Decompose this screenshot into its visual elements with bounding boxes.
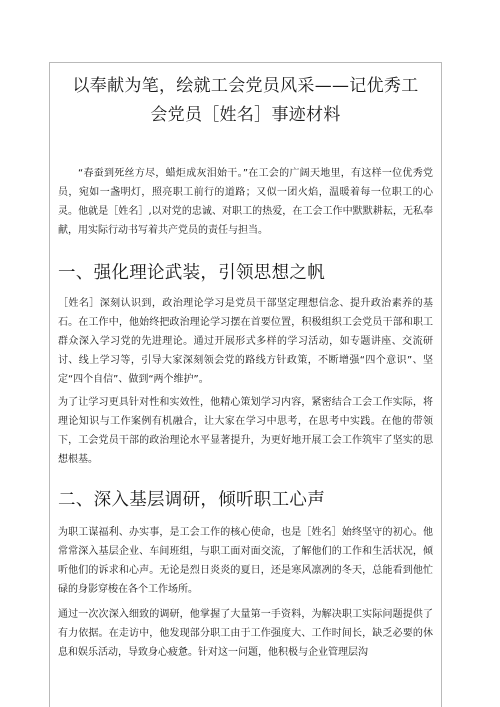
title-line-2: 会党员［姓名］事迹材料 (150, 105, 341, 125)
document-page (49, 62, 442, 707)
section-1-paragraph-2: 为了让学习更具针对性和实效性，他精心策划学习内容，紧密结合工会工作实际，将理论知识与工作案例有机融合，让大家在学习中思考，在思考中实践。在他的带领下，工会党员干部的政治理论水平显著提升，为更好地开展工会工作筑牢了坚实的思想根基。 (58, 397, 433, 465)
section-1-paragraph-1: ［姓名］深刻认识到，政治理论学习是党员干部坚定理想信念、提升政治素养的基石。在工作中，他始终把政治理论学习摆在首要位置，积极组织工会党员干部和职工群众深入学习党的先进理论。通过开展形式多样的学习活动，如专题讲座、交流研讨、线上学习等，引导大家深刻领会党的路线方针政策，不断增强“四个意识”、坚定“四个自信”、做到“两个维护”。 (58, 298, 433, 385)
section-2-paragraph-2: 通过一次次深入细致的调研，他掌握了大量第一手资料，为解决职工实际问题提供了有力依据。在走访中，他发现部分职工由于工作强度大、工作时间长，缺乏必要的休息和娱乐活动，导致身心疲惫。针对这一问题，他积极与企业管理层沟 (58, 609, 433, 658)
section-heading-1: 一、强化理论武装，引领思想之帆 (58, 263, 325, 283)
document-title (58, 63, 433, 130)
title-line-1: 以奉献为笔，绘就工会党员风采——记优秀工 (72, 76, 419, 96)
section-heading-2: 二、深入基层调研，倾听职工心声 (58, 490, 325, 510)
document-body (58, 63, 433, 662)
intro-paragraph: “春蚕到死丝方尽，蜡炬成灰泪始干。”在工会的广阔天地里，有这样一位优秀党员，宛如一盏明灯，照亮职工前行的道路；又似一团火焰，温暖着每一位职工的心灵。他就是［姓名］,以对党的忠诚、对职工的热爱，在工会工作中默默耕耘，无私奉献，用实际行动书写着共产党员的责任与担当。 (58, 168, 433, 236)
section-2-paragraph-1: 为职工谋福利、办实事，是工会工作的核心使命，也是［姓名］始终坚守的初心。他常常深入基层企业、车间班组，与职工面对面交流，了解他们的工作和生活状况，倾听他们的诉求和心声。无论是烈日炎炎的夏日，还是寒风凛冽的冬天，总能看到他忙碌的身影穿梭在各个工作场所。 (58, 527, 433, 595)
